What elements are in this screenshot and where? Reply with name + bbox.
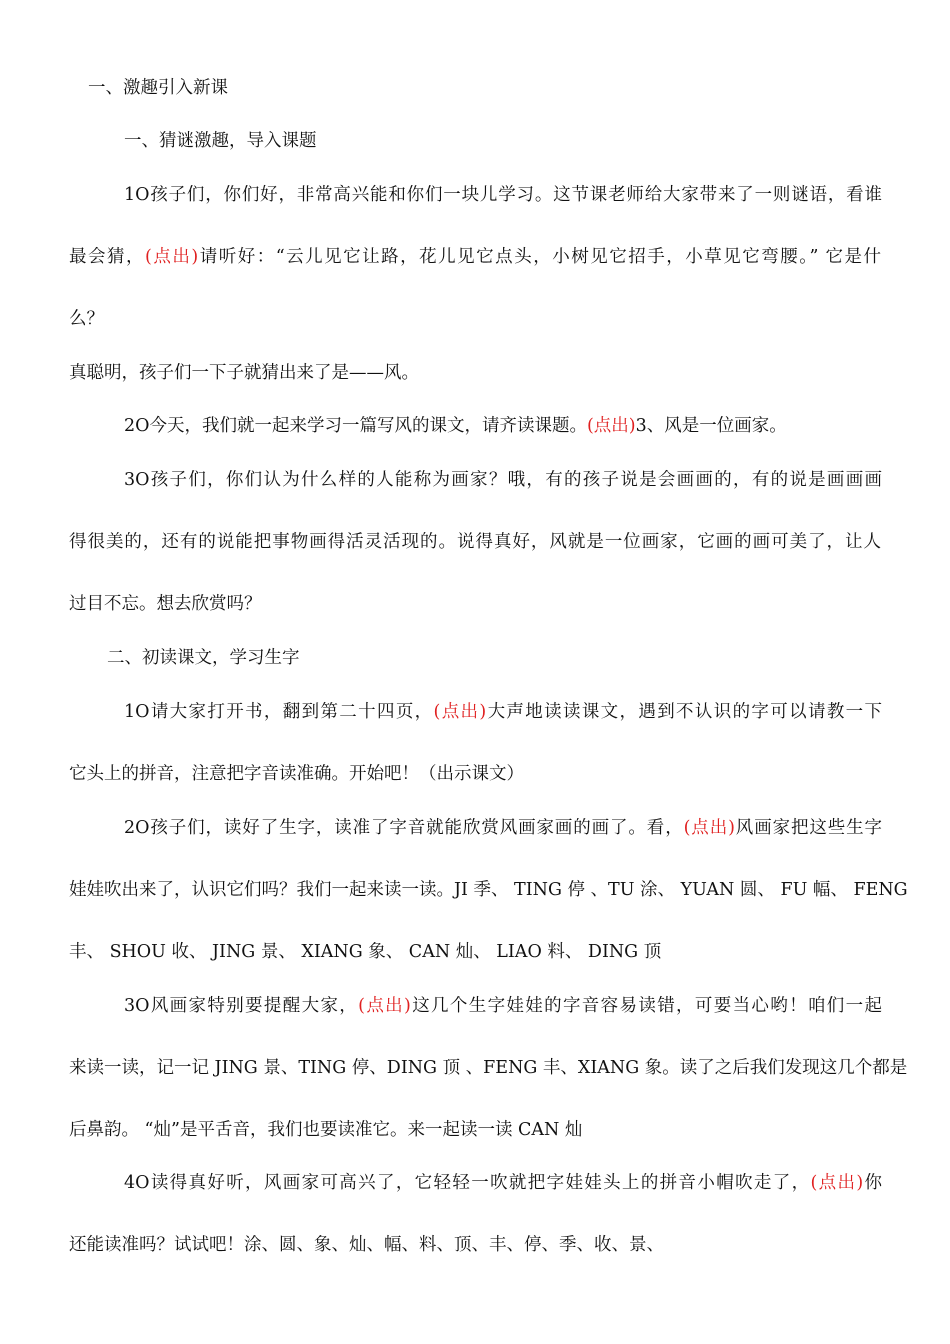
section-heading-2: 二、初读课文，学习生字 [107,648,300,668]
paragraph-line: 来读一读，记一记 JING 景、TING 停、DING 顶 、FENG 丰、XIANG 象。读了之后我们发现这几个都是 [69,1058,908,1078]
paragraph-line: 1O请大家打开书，翻到第二十四页，(点出)大声地读读课文，遇到不认识的字可以请教一下 [124,702,883,722]
paragraph-line: 娃娃吹出来了，认识它们吗？我们一起来读一读。JI 季、 TING 停 、TU 涂、 YUAN 圆、 FU 幅、 FENG [69,880,908,900]
paragraph-line: 最会猜，(点出)请听好：“云儿见它让路，花儿见它点头，小树见它招手，小草见它弯腰。” 它是什 [69,247,882,267]
paragraph-line: 3O风画家特别要提醒大家，(点出)这几个生字娃娃的字音容易读错，可要当心哟！咱们一起 [124,996,883,1016]
paragraph-line: 还能读准吗？试试吧！涂、圆、象、灿、幅、料、顶、丰、停、季、收、景、 [69,1235,664,1255]
paragraph-line: 1O孩子们，你们好，非常高兴能和你们一块儿学习。这节课老师给大家带来了一则谜语，看谁 [124,185,882,205]
highlight-text: (点出) [586,416,636,436]
subsection-heading: 一、猜谜激趣，导入课题 [124,131,317,151]
highlight-text: (点出) [433,702,487,722]
paragraph-line: 后鼻韵。 “灿”是平舌音，我们也要读准它。来一起读一读 CAN 灿 [69,1120,583,1140]
paragraph-line: 么？ [69,309,104,329]
paragraph-line: 它头上的拼音，注意把字音读准确。开始吧！（出示课文） [69,764,524,784]
paragraph-line: 真聪明，孩子们一下子就猜出来了是——风。 [69,363,419,383]
highlight-text: (点出) [683,818,735,838]
paragraph-line: 过目不忘。想去欣赏吗？ [69,594,262,614]
paragraph-line: 2O孩子们，读好了生字，读准了字音就能欣赏风画家画的画了。看，(点出)风画家把这些生字 [124,818,883,838]
paragraph-line: 得很美的，还有的说能把事物画得活灵活现的。说得真好，风就是一位画家，它画的画可美了，让人 [69,532,881,552]
paragraph-line: 4O读得真好听，风画家可高兴了，它轻轻一吹就把字娃娃头上的拼音小帽吹走了，(点出)你 [124,1173,883,1193]
paragraph-line: 3O孩子们，你们认为什么样的人能称为画家？哦，有的孩子说是会画画的，有的说是画画画 [124,470,882,490]
highlight-text: (点出) [145,247,199,267]
highlight-text: (点出) [358,996,411,1016]
paragraph-line: 2O今天，我们就一起来学习一篇写风的课文，请齐读课题。(点出)3、风是一位画家。 [124,416,787,436]
section-heading-1: 一、激趣引入新课 [88,78,228,98]
highlight-text: (点出) [810,1173,864,1193]
paragraph-line: 丰、 SHOU 收、 JING 景、 XIANG 象、 CAN 灿、 LIAO 料、 DING 顶 [69,942,662,962]
